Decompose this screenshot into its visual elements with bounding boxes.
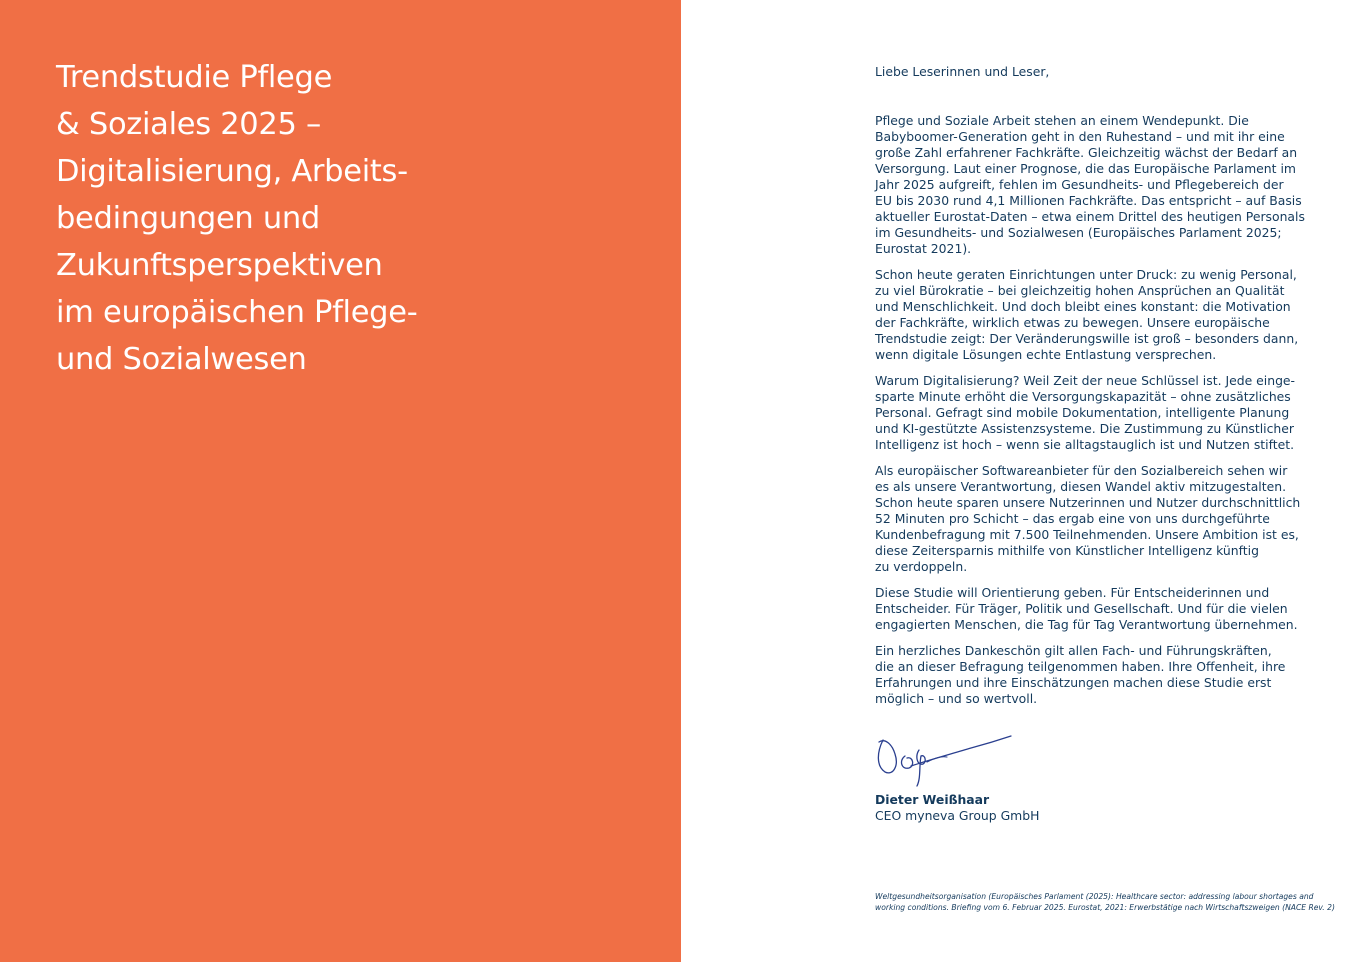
text-line: sparte Minute erhöht die Versorgungskapazität – ohne zusätzliches [875,389,1291,404]
text-line: EU bis 2030 rund 4,1 Millionen Fachkräfte. Das entspricht – auf Basis [875,193,1302,208]
title-line: Trendstudie Pflege [56,60,333,95]
letter-paragraph [875,643,1315,707]
text-line: Entscheider. Für Träger, Politik und Gesellschaft. Und für die vielen [875,601,1288,616]
title-line: & Soziales 2025 – [56,107,321,142]
foreword-letter [875,64,1315,717]
letter-panel [681,0,1357,962]
text-line: Eurostat 2021). [875,241,972,256]
text-line: und Menschlichkeit. Und doch bleibt eines konstant: die Motivation [875,299,1291,314]
text-line: diese Zeitersparnis mithilfe von Künstlicher Intelligenz künftig [875,543,1259,558]
title-line: Digitalisierung, Arbeits- [56,154,408,189]
text-line: Warum Digitalisierung? Weil Zeit der neue Schlüssel ist. Jede einge- [875,373,1296,388]
text-line: zu viel Bürokratie – bei gleichzeitig hohen Ansprüchen an Qualität [875,283,1285,298]
signer-block [875,792,1039,824]
text-line: möglich – und so wertvoll. [875,691,1038,706]
title-line: Zukunftsperspektiven [56,248,383,283]
footnote-line: working conditions. Briefing vom 6. Februar 2025. Eurostat, 2021: Erwerbstätige nach Wirtschaftszweigen (NACE Rev. 2) [875,903,1335,912]
text-line: Jahr 2025 aufgreift, fehlen im Gesundheits- und Pflegebereich der [875,177,1284,192]
text-line: Personal. Gefragt sind mobile Dokumentation, intelligente Planung [875,405,1290,420]
text-line: und KI-gestützte Assistenzsysteme. Die Zustimmung zu Künstlicher [875,421,1295,436]
text-line: der Fachkräfte, wirklich etwas zu bewegen. Unsere europäische [875,315,1270,330]
letter-paragraph [875,113,1315,257]
text-line: Versorgung. Laut einer Prognose, die das Europäische Parlament im [875,161,1296,176]
text-line: die an dieser Befragung teilgenommen haben. Ihre Offenheit, ihre [875,659,1286,674]
signer-name: Dieter Weißhaar [875,792,990,807]
footnote [875,891,1335,913]
text-line: Schon heute geraten Einrichtungen unter Druck: zu wenig Personal, [875,267,1297,282]
text-line: Diese Studie will Orientierung geben. Für Entscheiderinnen und [875,585,1270,600]
text-line: Erfahrungen und ihre Einschätzungen machen diese Studie erst [875,675,1272,690]
text-line: Babyboomer-Generation geht in den Ruhestand – und mit ihr eine [875,129,1285,144]
text-line: es als unsere Verantwortung, diesen Wandel aktiv mitzugestalten. [875,479,1287,494]
text-line: Pflege und Soziale Arbeit stehen an einem Wendepunkt. Die [875,113,1249,128]
letter-paragraph [875,373,1315,453]
title-line: im europäischen Pflege- [56,295,418,330]
signer-role: CEO myneva Group GmbH [875,808,1040,823]
text-line: 52 Minuten pro Schicht – das ergab eine von uns durchgeführte [875,511,1270,526]
title-line: und Sozialwesen [56,342,307,377]
text-line: wenn digitale Lösungen echte Entlastung versprechen. [875,347,1217,362]
text-line: engagierten Menschen, die Tag für Tag Verantwortung übernehmen. [875,617,1298,632]
footnote-line: Weltgesundheitsorganisation (Europäisches Parlament (2025): Healthcare sector: addressing labour shortages and [875,892,1314,901]
text-line: Als europäischer Softwareanbieter für den Sozialbereich sehen wir [875,463,1288,478]
salutation: Liebe Leserinnen und Leser, [875,64,1050,79]
text-line: Ein herzliches Dankeschön gilt allen Fach- und Führungskräften, [875,643,1272,658]
letter-paragraph [875,463,1315,575]
study-title [56,54,476,383]
letter-paragraph [875,267,1315,363]
text-line: zu verdoppeln. [875,559,968,574]
text-line: Intelligenz ist hoch – wenn sie alltagstauglich ist und Nutzen stiftet. [875,437,1295,452]
text-line: große Zahl erfahrener Fachkräfte. Gleichzeitig wächst der Bedarf an [875,145,1298,160]
text-line: im Gesundheits- und Sozialwesen (Europäisches Parlament 2025; [875,225,1282,240]
text-line: Kundenbefragung mit 7.500 Teilnehmenden. Unsere Ambition ist es, [875,527,1299,542]
text-line: aktueller Eurostat-Daten – etwa einem Drittel des heutigen Personals [875,209,1305,224]
handwritten-signature [871,726,1016,788]
letter-paragraph [875,585,1315,633]
text-line: Trendstudie zeigt: Der Veränderungswille ist groß – besonders dann, [875,331,1299,346]
title-line: bedingungen und [56,201,320,236]
text-line: Schon heute sparen unsere Nutzerinnen und Nutzer durchschnittlich [875,495,1301,510]
